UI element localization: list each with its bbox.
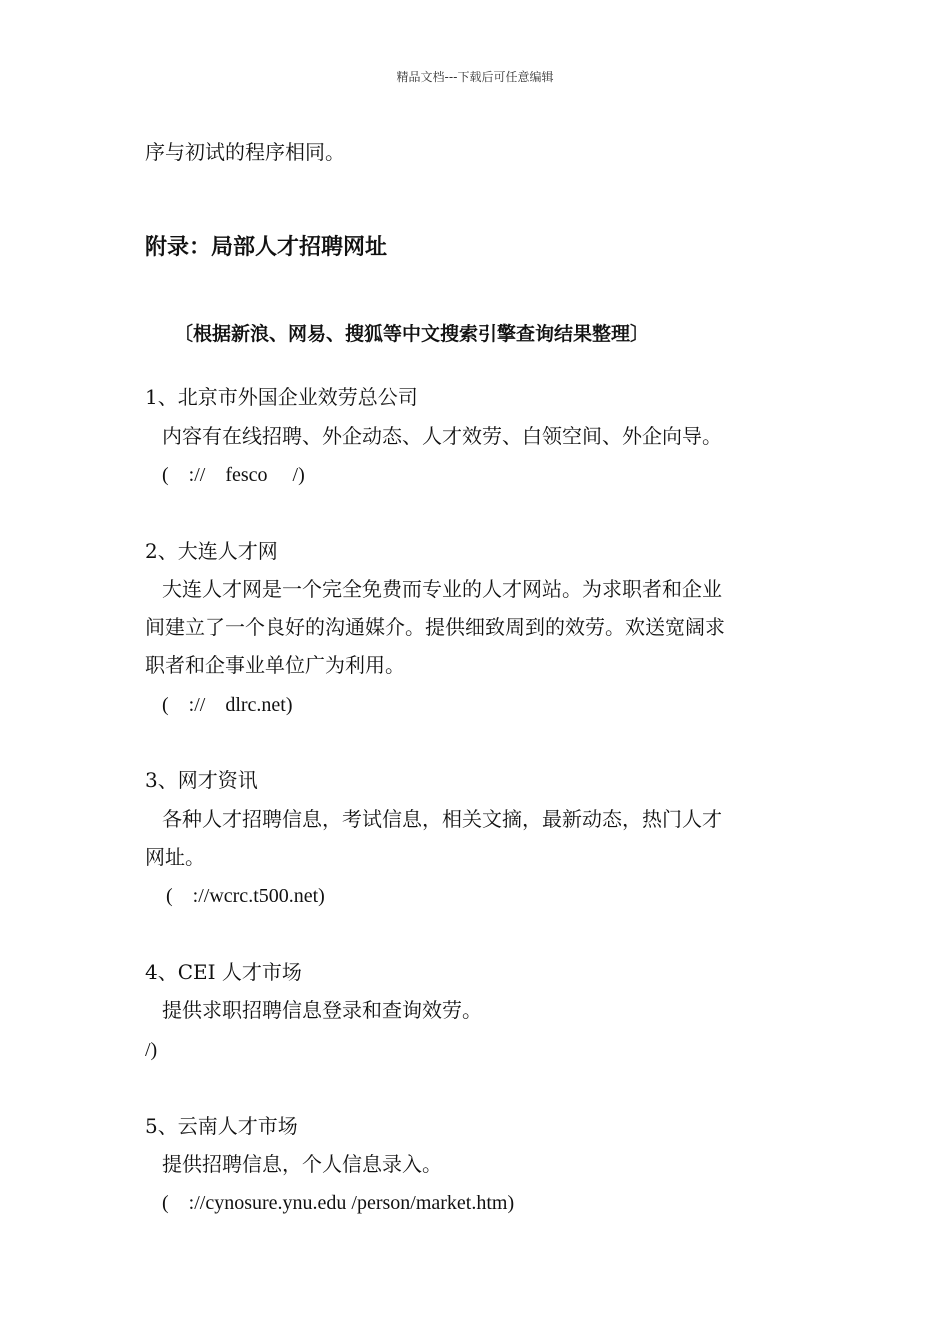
entry-description: 内容有在线招聘、外企动态、人才效劳、白领空间、外企向导。: [162, 424, 722, 448]
entry-description: 职者和企事业单位广为利用。: [145, 653, 405, 677]
entry-heading: 4、CEI 人才市场: [145, 960, 302, 984]
entry-heading: 3、网才资讯: [145, 768, 258, 792]
entry-description: 间建立了一个良好的沟通媒介。提供细致周到的效劳。欢送宽阔求: [145, 615, 725, 639]
entry-heading: 5、云南人才市场: [145, 1114, 298, 1138]
entry-url: ( ://wcrc.t500.net): [166, 885, 325, 907]
entry-description: 提供招聘信息，个人信息录入。: [162, 1152, 442, 1176]
entry-url: /): [145, 1039, 158, 1061]
entry-description: 提供求职招聘信息登录和查询效劳。: [162, 998, 482, 1022]
entry-heading: 2、大连人才网: [145, 539, 278, 563]
appendix-title: 附录：局部人才招聘网址: [145, 235, 388, 260]
entry-description: 各种人才招聘信息，考试信息，相关文摘，最新动态，热门人才: [162, 807, 722, 831]
entry-url: ( :// fesco /): [162, 464, 305, 486]
entry-url: ( ://cynosure.ynu.edu /person/market.htm): [162, 1192, 515, 1214]
entry-description: 网址。: [145, 845, 205, 869]
appendix-subtitle: 〔根据新浪、网易、搜狐等中文搜索引擎查询结果整理〕: [174, 323, 650, 345]
entry-description: 大连人才网是一个完全免费而专业的人才网站。为求职者和企业: [162, 577, 722, 601]
page-header: 精品文档---下载后可任意编辑: [396, 70, 554, 84]
entry-url: ( :// dlrc.net): [162, 694, 293, 716]
intro-line: 序与初试的程序相同。: [145, 140, 345, 164]
entry-heading: 1、北京市外国企业效劳总公司: [145, 385, 418, 409]
